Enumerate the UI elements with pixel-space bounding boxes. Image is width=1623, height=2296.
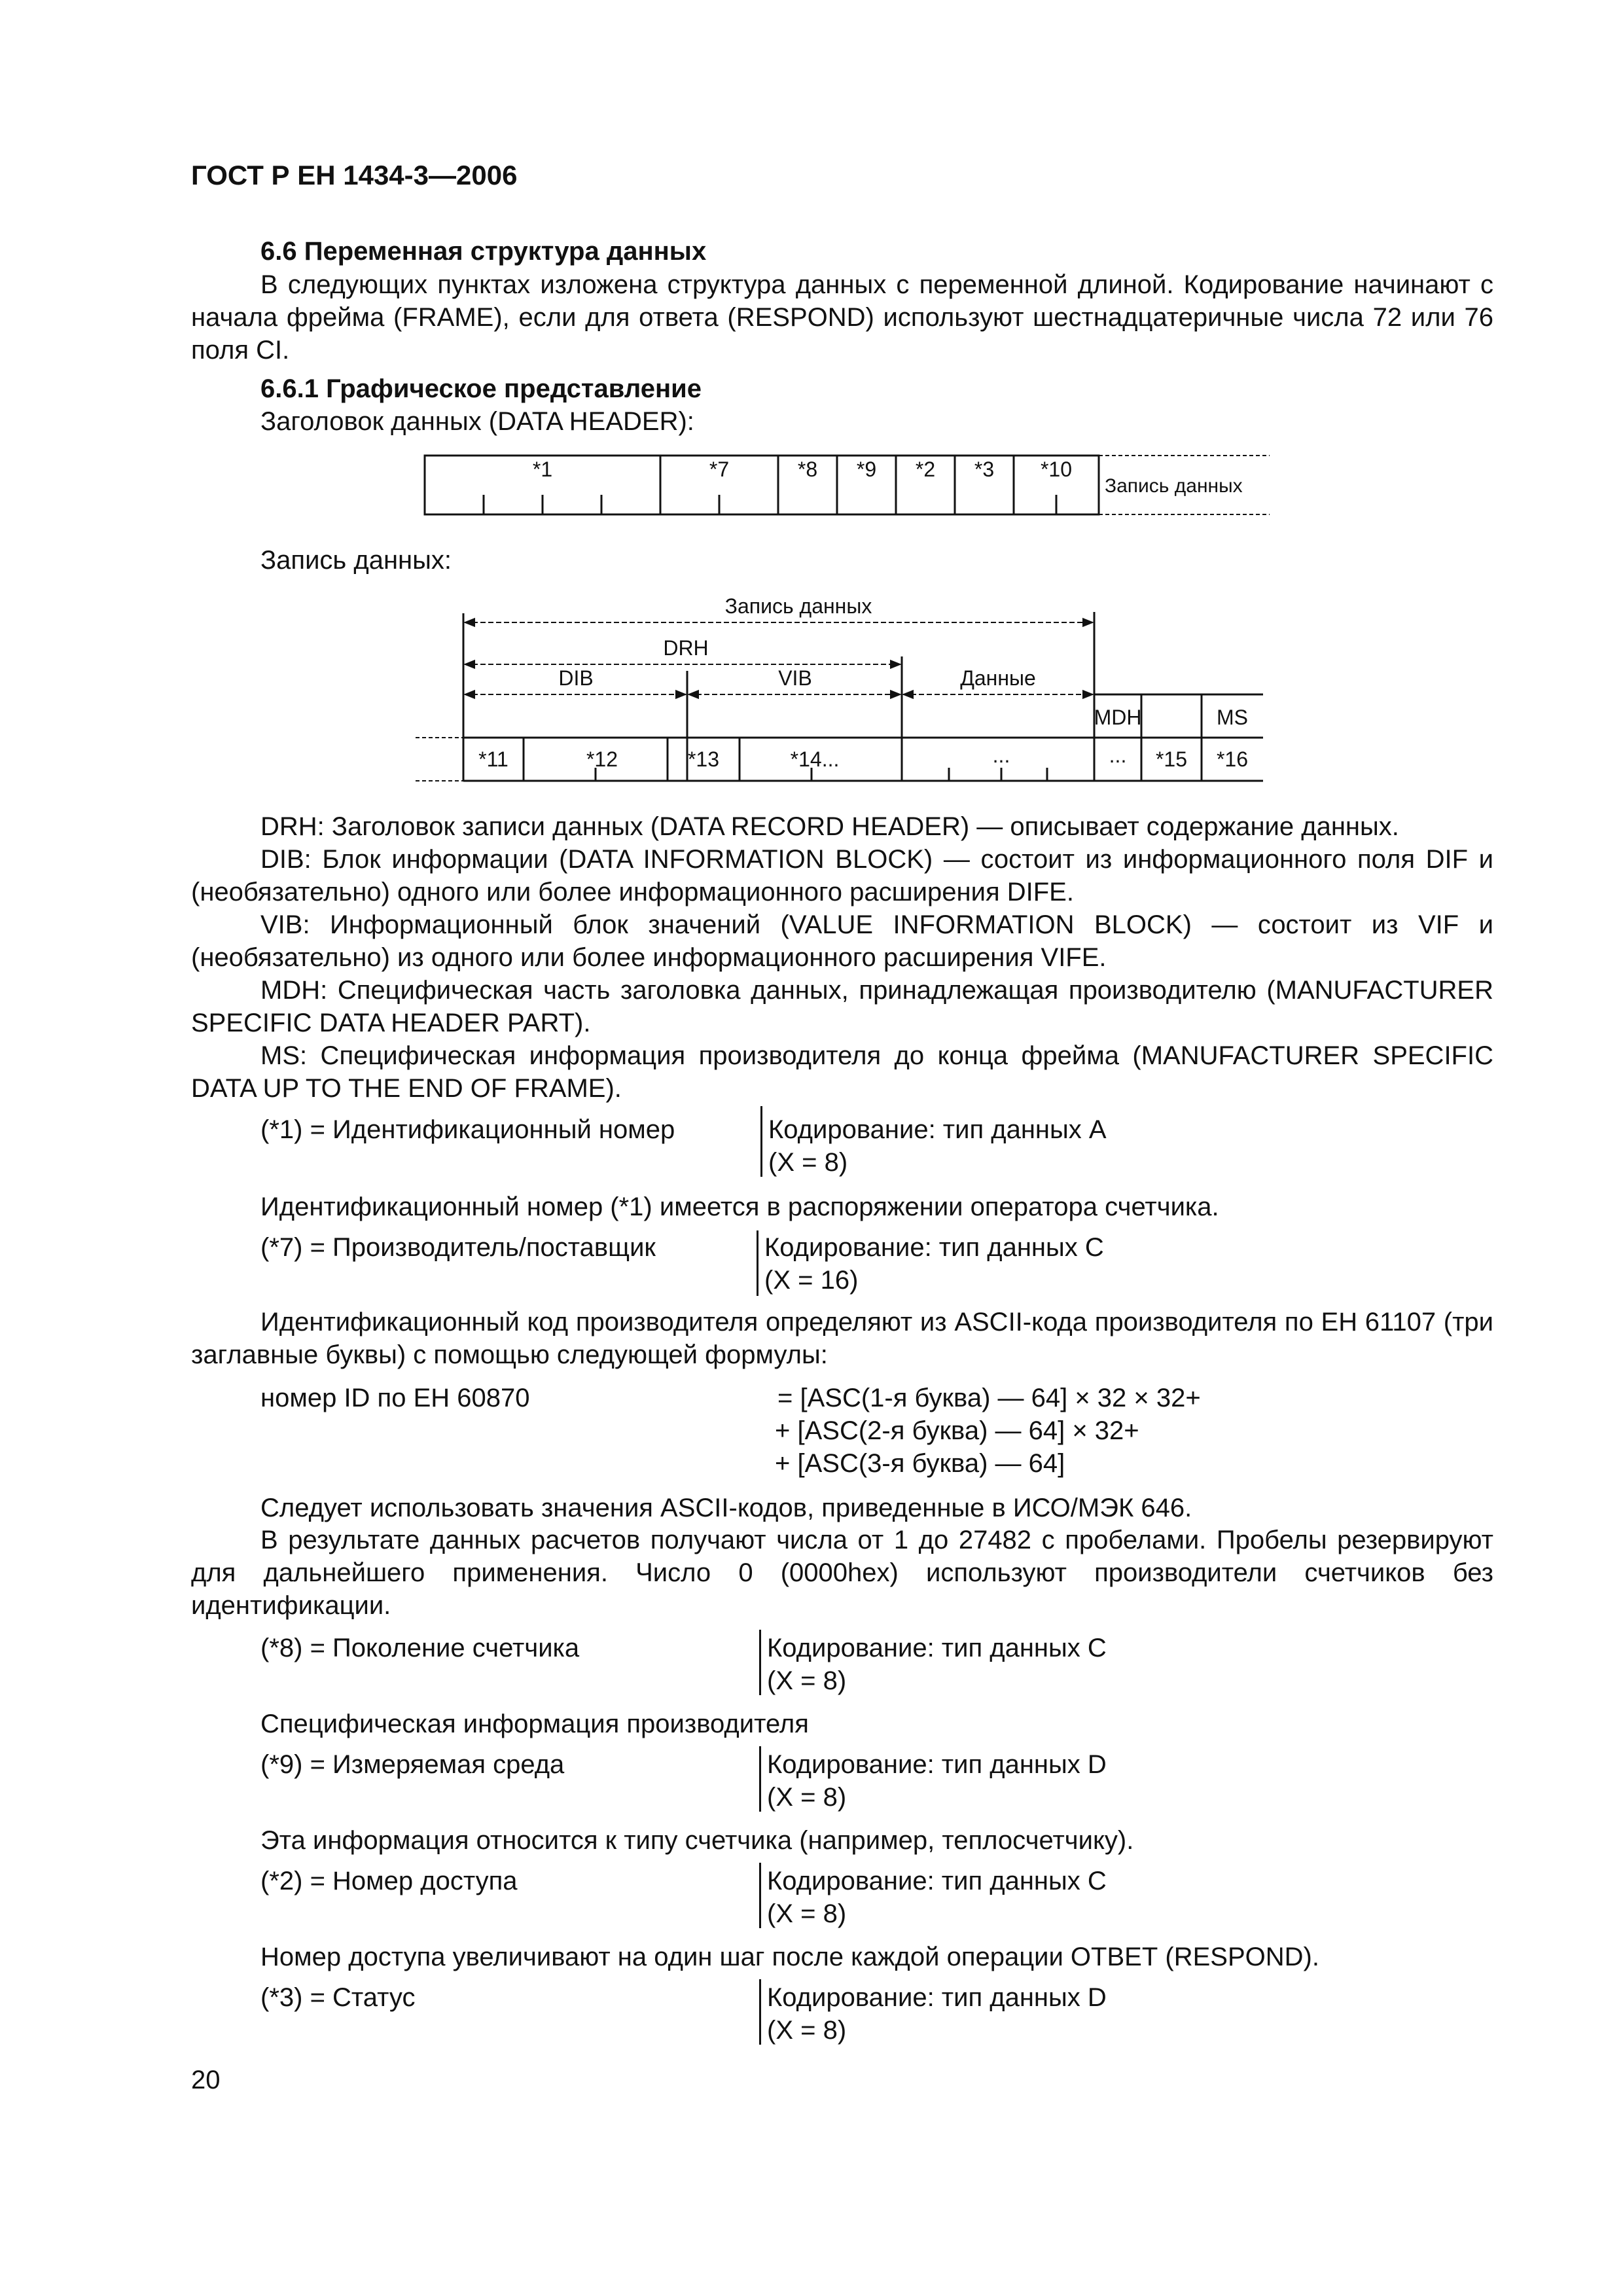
field-7-x: (X = 16) (764, 1266, 859, 1295)
field-2-coding: Кодирование: тип данных С (767, 1867, 1107, 1895)
record-cell-ellipsis: ... (992, 744, 1010, 767)
subsection-title: 6.6.1 Графическое представление (260, 374, 702, 403)
field-9-note: Эта информация относится к типу счетчика (например, теплосчетчику). (260, 1826, 1134, 1855)
field-8-coding: Кодирование: тип данных С (767, 1634, 1107, 1662)
header-cell-1: *1 (532, 457, 553, 481)
record-cell-15: *15 (1155, 747, 1188, 771)
field-1-coding: Кодирование: тип данных А (768, 1115, 1107, 1144)
mdh-label: MDH (1094, 706, 1142, 729)
data-record-caption: Запись данных: (260, 546, 452, 575)
field-9-x: (X = 8) (767, 1783, 847, 1812)
header-cell-7: *7 (709, 457, 730, 481)
data-header-caption: Заголовок данных (DATA HEADER): (260, 407, 694, 436)
section-intro: В следующих пунктах изложена структура данных с переменной длиной. Кодирование начинают с начала фрейма (FRAME), если для ответа (RESPOND) используют шестнадцатеричные числа 72 или 76 поля CI. (191, 270, 1493, 365)
field-2-note: Номер доступа увеличивают на один шаг после каждой операции ОТВЕТ (RESPOND). (260, 1943, 1319, 1971)
page-number: 20 (191, 2066, 221, 2094)
ms-label: MS (1217, 706, 1248, 729)
section-title: 6.6 Переменная структура данных (260, 237, 707, 266)
field-divider-9 (759, 1746, 761, 1812)
field-divider-8 (759, 1630, 761, 1695)
definition-dib: DIB: Блок информации (DATA INFORMATION BLOCK) — состоит из информационного поля DIF и (необязательно) одного или более информационного расширения DIFE. (191, 845, 1493, 906)
field-divider-1 (760, 1106, 762, 1177)
document-header: ГОСТ Р ЕН 1434-3—2006 (191, 160, 518, 190)
header-cell-8: *8 (797, 457, 818, 481)
data-header-diagram (419, 445, 1283, 530)
record-cell-13: *13 (687, 747, 720, 771)
formula-line-2: + [ASC(2-я буква) — 64] × 32+ (775, 1416, 1139, 1445)
field-7-note: Идентификационный код производителя определяют из ASCII-кода производителя по ЕН 61107 (три заглавные буквы) с помощью следующей формулы: (191, 1308, 1493, 1369)
field-1-note: Идентификационный номер (*1) имеется в распоряжении оператора счетчика. (260, 1193, 1219, 1221)
field-7-coding: Кодирование: тип данных С (764, 1233, 1104, 1262)
definition-drh: DRH: Заголовок записи данных (DATA RECORD HEADER) — описывает содержание данных. (260, 812, 1399, 841)
span-dib-label: DIB (558, 666, 594, 690)
definition-ms: MS: Специфическая информация производителя до конца фрейма (MANUFACTURER SPECIFIC DATA UP TO THE END OF FRAME). (191, 1041, 1493, 1103)
formula-line-3: + [ASC(3-я буква) — 64] (775, 1449, 1065, 1478)
record-cell-14: *14... (790, 747, 840, 771)
data-record-diagram (412, 586, 1276, 795)
field-3-x: (X = 8) (767, 2016, 847, 2045)
definition-vib: VIB: Информационный блок значений (VALUE INFORMATION BLOCK) — состоит из VIF и (необязательно) из одного или более информационного расширения VIFE. (191, 910, 1493, 972)
field-8-x: (X = 8) (767, 1666, 847, 1695)
record-cell-12: *12 (586, 747, 618, 771)
header-tail-label: Запись данных (1105, 475, 1243, 497)
header-cell-2: *2 (915, 457, 936, 481)
header-cell-3: *3 (974, 457, 995, 481)
result-note: В результате данных расчетов получают числа от 1 до 27482 с пробелами. Пробелы резервируют для дальнейшего применения. Число 0 (0000hex) используют производители счетчиков без идентификации. (191, 1526, 1493, 1620)
field-3-coding: Кодирование: тип данных D (767, 1983, 1107, 2012)
field-1-x: (X = 8) (768, 1148, 848, 1177)
field-divider-7 (757, 1230, 758, 1296)
span-record-label: Запись данных (724, 594, 872, 618)
field-7-label: (*7) = Производитель/поставщик (260, 1233, 656, 1262)
formula-line-1: = [ASC(1-я буква) — 64] × 32 × 32+ (777, 1384, 1201, 1412)
span-drh-label: DRH (663, 636, 709, 660)
ascii-note: Следует использовать значения ASCII-кодов, приведенные в ИСО/МЭК 646. (260, 1494, 1192, 1522)
record-cell-11: *11 (478, 747, 508, 771)
record-cell-ellipsis-2: ... (1109, 744, 1127, 767)
field-8-note: Специфическая информация производителя (260, 1710, 809, 1738)
field-3-label: (*3) = Статус (260, 1983, 416, 2012)
field-divider-2 (759, 1863, 761, 1928)
header-cell-9: *9 (856, 457, 877, 481)
formula-left: номер ID по ЕН 60870 (260, 1384, 530, 1412)
field-divider-3 (759, 1979, 761, 2045)
span-data-label: Данные (960, 666, 1036, 690)
field-2-x: (X = 8) (767, 1899, 847, 1928)
header-cell-10: *10 (1040, 457, 1073, 481)
field-9-coding: Кодирование: тип данных D (767, 1750, 1107, 1779)
field-8-label: (*8) = Поколение счетчика (260, 1634, 580, 1662)
field-1-label: (*1) = Идентификационный номер (260, 1115, 675, 1144)
field-9-label: (*9) = Измеряемая среда (260, 1750, 565, 1779)
field-2-label: (*2) = Номер доступа (260, 1867, 518, 1895)
record-cell-16: *16 (1216, 747, 1249, 771)
definition-mdh: MDH: Специфическая часть заголовка данных, принадлежащая производителю (MANUFACTURER SPECIFIC DATA HEADER PART). (191, 976, 1493, 1037)
span-vib-label: VIB (778, 666, 812, 690)
